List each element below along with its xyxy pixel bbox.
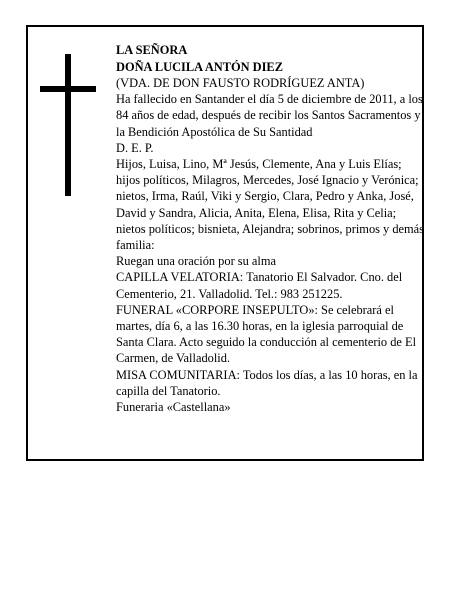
- deceased-name: DOÑA LUCILA ANTÓN DIEZ: [116, 59, 283, 74]
- latin-cross-icon: [40, 54, 96, 196]
- dep-line: D. E. P.: [116, 140, 154, 155]
- notice-title: LA SEÑORA: [116, 43, 188, 57]
- death-announcement: Ha fallecido en Santander el día 5 de diciembre de 2011, a los 84 años de edad, después de recibir los Santos Sacramentos y la Bendición Apostólica de Su Santidad: [116, 92, 423, 139]
- notice-text: [116, 42, 424, 415]
- prayer-request: Ruegan una oración por su alma: [116, 254, 276, 269]
- widow-of: (VDA. DE DON FAUSTO RODRÍGUEZ ANTA): [116, 76, 365, 90]
- funeral-info: FUNERAL «CORPORE INSEPULTO»: Se celebrará el martes, día 6, a las 16.30 horas, en la iglesia parroquial de Santa Clara. Acto seguido la conducción al cementerio de El Carmen, de Valladolid.: [116, 302, 417, 366]
- cross-vertical-bar: [65, 54, 71, 196]
- family-list: Hijos, Luisa, Lino, Mª Jesús, Clemente, Ana y Luis Elías; hijos políticos, Milagros, Mercedes, José Ignacio y Verónica; nietos, Irma, Raúl, Viki y Sergio, Clara, Pedro y Anka, José, David y Sandra, Alicia, Anita, Elena, Elisa, Rita y Celia; nietos políticos; bisnieta, Alejandra; sobrinos, primos y demás familia:: [116, 157, 425, 253]
- mass-info: MISA COMUNITARIA: Todos los días, a las 10 horas, en la capilla del Tanatorio.: [116, 367, 418, 398]
- funeral-home: Funeraria «Castellana»: [116, 400, 231, 415]
- chapel-info: CAPILLA VELATORIA: Tanatorio El Salvador. Cno. del Cementerio, 21. Valladolid. Tel.: 983 251225.: [116, 270, 403, 301]
- obituary-notice: [26, 25, 424, 461]
- cross-horizontal-bar: [40, 86, 96, 92]
